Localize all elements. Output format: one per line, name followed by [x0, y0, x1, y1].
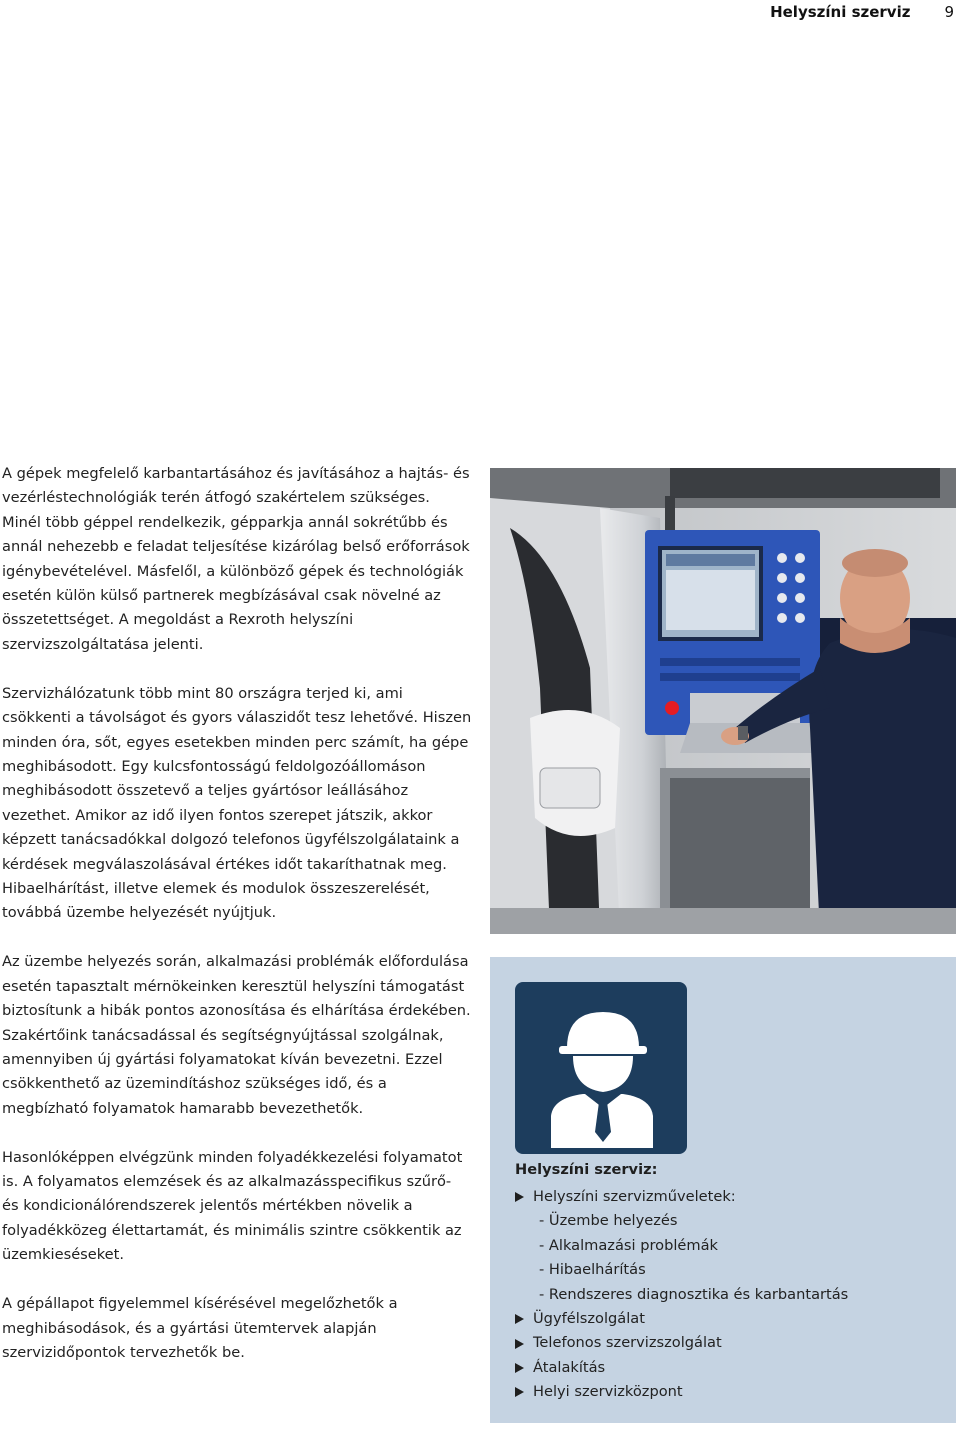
info-box — [490, 957, 956, 1423]
list-item: Helyszíni szervizműveletek: — [515, 1185, 848, 1209]
list-item: Helyi szervizközpont — [515, 1380, 848, 1404]
service-list — [515, 1185, 848, 1405]
page-header — [740, 0, 960, 24]
triangle-right-icon — [515, 1314, 524, 1324]
body-text-column — [2, 462, 472, 1390]
info-box-heading: Helyszíni szerviz: — [515, 1161, 658, 1178]
paragraph-fluids: Hasonlóképpen elvégzünk minden folyadékkezelési folyamatot is. A folyamatos elemzések és az alkalmazásspecifikus szűrő- és kondicionálórendszerek jelentős mértékben növelik a folyadékközeg élettartamát, és minimális szintre csökkentik az üzemkieséseket. — [2, 1148, 463, 1264]
photo-technician-at-machine — [490, 468, 956, 934]
triangle-right-icon — [515, 1192, 524, 1202]
section-title: Helyszíni szerviz — [770, 3, 911, 21]
paragraph-monitoring: A gépállapot figyelemmel kísérésével megelőzhetők a meghibásodások, és a gyártási ütemtervek alapján szervizidőpontok tervezhetők be. — [2, 1295, 398, 1361]
page-number: 9 — [944, 3, 954, 21]
list-item: - Üzembe helyezés — [539, 1212, 678, 1230]
list-item: - Alkalmazási problémák — [539, 1236, 718, 1254]
list-item: - Rendszeres diagnosztika és karbantartás — [539, 1285, 849, 1303]
triangle-right-icon — [515, 1387, 524, 1397]
triangle-right-icon — [515, 1363, 524, 1373]
triangle-right-icon — [515, 1339, 524, 1349]
list-item: - Hibaelhárítás — [539, 1261, 646, 1279]
paragraph-network: Szervizhálózatunk több mint 80 országra terjed ki, ami csökkenti a távolságot és gyors válaszidőt tesz lehetővé. Hiszen minden óra, sőt, egyes esetekben minden perc számít, ha gépe meghibásodott. Egy kulcsfontosságú feldolgozóállomáson meghibásodott összetevő a teljes gyártósor leállásához vezethet. Amikor az idő ilyen fontos szerepet játszik, akkor képzett tanácsadókkal dolgozó telefonos ügyfélszolgálataink a kérdések megválaszolásával értékes időt takaríthatnak meg. Hibaelhárítást, illetve elemek és modulok összeszerelését, továbbá üzembe helyezését nyújtjuk. — [2, 684, 472, 922]
paragraph-intro: A gépek megfelelő karbantartásához és javításához a hajtás- és vezérléstechnológiák terén átfogó szakértelem szükséges. Minél több géppel rendelkezik, gépparkja annál sokrétűbb és annál nehezebb e feladat teljesítése kizárólag belső erőforrások igénybevételével. Másfelől, a különböző gépek és technológiák esetén külön külső partnerek megbízásával csak növelné az összetettséget. A megoldást a Rexroth helyszíni szervizszolgáltatása jelenti. — [2, 465, 470, 653]
service-technician-icon — [515, 982, 687, 1154]
list-item: Ügyfélszolgálat — [515, 1307, 848, 1331]
list-item: Átalakítás — [515, 1356, 848, 1380]
list-item: Telefonos szervizszolgálat — [515, 1331, 848, 1355]
paragraph-commissioning: Az üzembe helyezés során, alkalmazási problémák előfordulása esetén tapasztalt mérnökeinken keresztül helyszíni támogatást biztosítunk a hibák pontos azonosítása és elhárítása érdekében. Szakértőink tanácsadással és segítségnyújtással szolgálnak, amennyiben új gyártási folyamatokat kíván bevezetni. Ezzel csökkenthető az üzemindításhoz szükséges idő, és a megbízható folyamatok hamarabb bevezethetők. — [2, 953, 471, 1117]
